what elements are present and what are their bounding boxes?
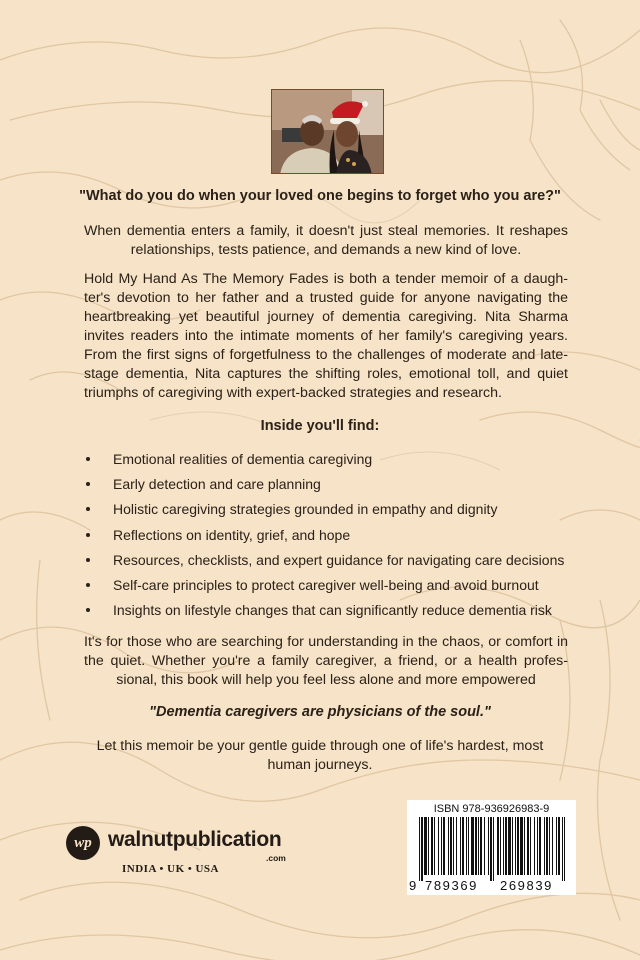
hook-question: "What do you do when your loved one begins to forget who you are?"	[79, 188, 561, 204]
barcode-bar	[558, 817, 560, 875]
barcode-bar	[443, 817, 445, 875]
barcode-bar	[480, 817, 482, 875]
list-item: Resources, checklists, and expert guidance for navigating care decisions	[86, 552, 586, 577]
bullet-icon	[86, 457, 90, 461]
barcode-bar	[419, 817, 420, 881]
barcode-bar	[484, 817, 485, 875]
barcode-icon	[417, 817, 567, 881]
barcode-bar	[421, 817, 423, 881]
list-item: Insights on lifestyle changes that can significantly reduce dementia risk	[86, 602, 586, 627]
barcode-bar	[524, 817, 525, 875]
barcode-bar	[508, 817, 511, 875]
barcode-bar	[530, 817, 531, 875]
intro-paragraph: When dementia enters a family, it doesn't just steal memories. It reshapes relationships, tests patience, and demands a new kind of love.	[84, 223, 568, 258]
bullet-icon	[86, 558, 90, 562]
isbn-digits-left: 789369	[425, 878, 478, 893]
barcode-bar	[546, 817, 548, 875]
publisher-name: walnutpublication	[108, 828, 282, 851]
barcode-bar	[490, 817, 492, 881]
isbn-digit-first: 9	[409, 878, 417, 893]
barcode-bar	[431, 817, 433, 875]
list-item: Holistic caregiving strategies grounded in empathy and dignity	[86, 501, 586, 526]
barcode-bar	[562, 817, 563, 881]
barcode-bar	[544, 817, 545, 875]
pull-quote: "Dementia caregivers are physicians of the soul."	[149, 704, 491, 720]
inside-list	[86, 451, 586, 627]
barcode-bar	[471, 817, 474, 875]
barcode-bar	[493, 817, 494, 881]
barcode-bar	[515, 817, 516, 875]
barcode-bar	[503, 817, 504, 875]
barcode-bar	[448, 817, 449, 875]
bullet-icon	[86, 533, 90, 537]
audience-paragraph: It's for those who are searching for understanding in the chaos, or comfort in the quiet. Whether you're a family caregiver, a friend, or a health professional, this book will help you feel less alone and more empowered	[84, 634, 568, 688]
barcode-bar	[552, 817, 553, 875]
barcode-bar	[441, 817, 442, 875]
barcode-bar	[434, 817, 435, 875]
barcode-bar	[539, 817, 541, 875]
publisher-domain: .com	[266, 853, 286, 863]
barcode-bar	[534, 817, 535, 875]
barcode-bar	[527, 817, 529, 875]
barcode-bar	[428, 817, 429, 875]
isbn-digits	[407, 878, 576, 894]
isbn-digits-right: 269839	[500, 878, 553, 893]
barcode-bar	[462, 817, 464, 875]
barcode-bar	[450, 817, 452, 875]
description-paragraph: Hold My Hand As The Memory Fades is both a tender memoir of a daughter's devotion to her father and a trusted guide for anyone navigating the heartbreaking yet beautiful journey of dementia caregiving. Nita Sharma invites readers into the intimate moments of her family's caregiving years. From the first signs of forgetfulness to the challenges of moderate and late-stage dementia, Nita captures the shifting roles, emotional toll, and quiet triumphs of caregiving with expert-backed strategies and research.	[84, 271, 568, 401]
isbn-label: ISBN 978-936926983-9	[433, 803, 550, 815]
barcode-bar	[500, 817, 501, 875]
barcode-bar	[537, 817, 538, 875]
barcode-bar	[478, 817, 479, 875]
barcode-bar	[549, 817, 550, 875]
bullet-icon	[86, 507, 90, 511]
list-item: Emotional realities of dementia caregiving	[86, 451, 586, 476]
closing-paragraph: Let this memoir be your gentle guide through one of life's hardest, most human journeys.	[96, 738, 544, 773]
barcode-bar	[438, 817, 439, 875]
publisher-mark-icon: wp	[66, 826, 100, 860]
barcode-bar	[456, 817, 457, 875]
barcode-bar	[453, 817, 454, 875]
bullet-icon	[86, 583, 90, 587]
barcode-bar	[488, 817, 489, 875]
isbn-barcode	[407, 800, 576, 895]
barcode-bar	[520, 817, 523, 875]
list-item: Self-care principles to protect caregiver well-being and avoid burnout	[86, 577, 586, 602]
author-photo	[271, 89, 384, 174]
publisher-regions: INDIA • UK • USA	[122, 863, 219, 875]
barcode-bar	[468, 817, 469, 875]
barcode-bar	[497, 817, 499, 875]
barcode-bar	[460, 817, 461, 875]
list-item: Early detection and care planning	[86, 476, 586, 501]
barcode-bar	[466, 817, 467, 875]
list-item: Reflections on identity, grief, and hope	[86, 527, 586, 552]
bullet-icon	[86, 608, 90, 612]
barcode-bar	[424, 817, 427, 875]
inside-heading: Inside you'll find:	[260, 418, 380, 434]
publisher-logo	[66, 822, 306, 882]
bullet-icon	[86, 482, 90, 486]
barcode-bar	[512, 817, 513, 875]
barcode-bar	[556, 817, 557, 875]
barcode-bar	[517, 817, 519, 875]
barcode-bar	[505, 817, 507, 875]
barcode-bar	[564, 817, 565, 881]
barcode-bar	[475, 817, 477, 875]
